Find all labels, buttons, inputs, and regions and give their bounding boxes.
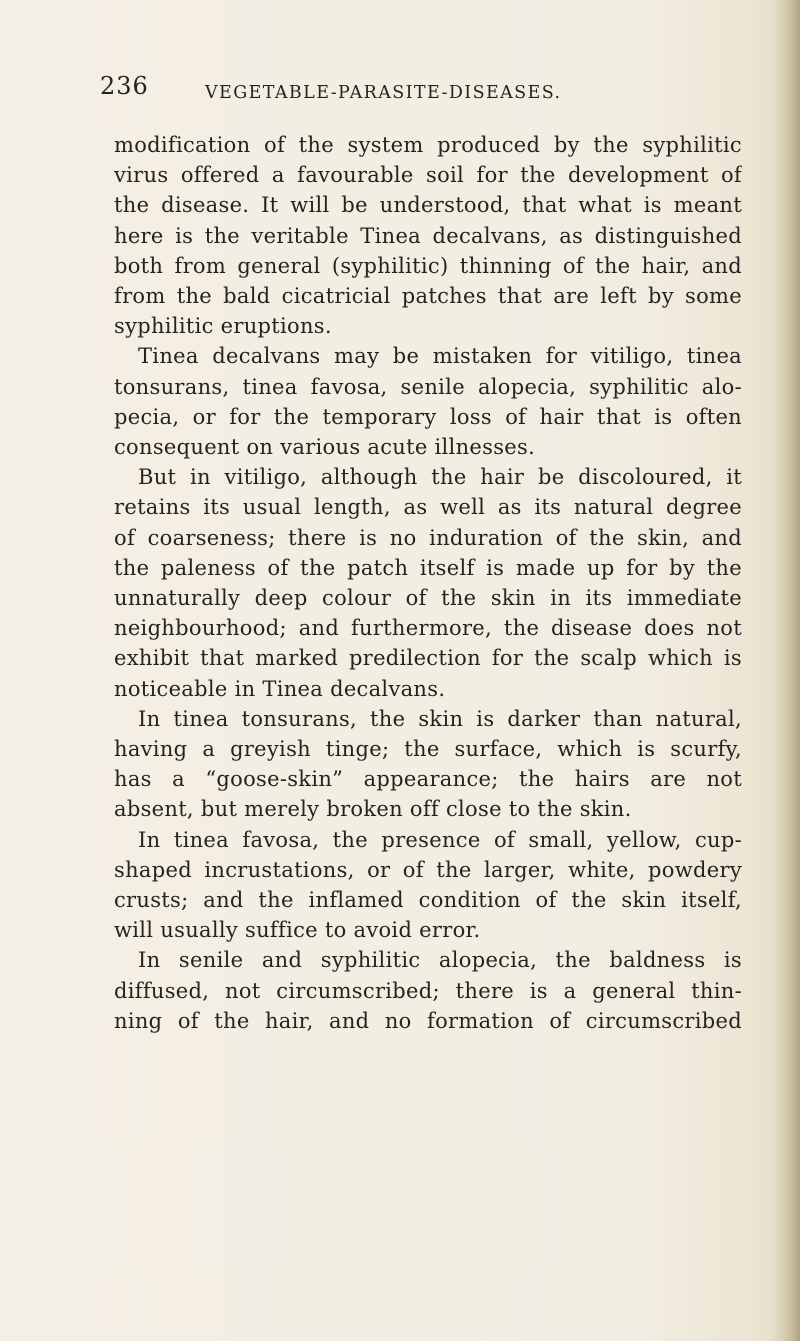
- text-line: the paleness of the patch itself is made up for by the: [114, 555, 742, 580]
- page-edge-shadow: [772, 0, 800, 1341]
- text-line: crusts; and the inflamed condition of the skin itself,: [114, 888, 742, 913]
- text-line: Tinea decalvans may be mistaken for vitiligo, tinea: [138, 344, 742, 369]
- page-number: 236: [100, 72, 149, 100]
- body-text: [114, 130, 742, 1036]
- text-line: has a “goose-skin” appearance; the hairs are not: [114, 767, 742, 792]
- text-line: exhibit that marked predilection for the scalp which is: [114, 646, 742, 671]
- running-head: VEGETABLE-PARASITE-DISEASES.: [205, 83, 562, 103]
- text-line: will usually suffice to avoid error.: [114, 918, 481, 943]
- text-line: noticeable in Tinea decalvans.: [114, 676, 446, 701]
- text-line: But in vitiligo, although the hair be discoloured, it: [138, 465, 742, 490]
- text-line: absent, but merely broken off close to the skin.: [114, 797, 632, 822]
- text-line: In tinea favosa, the presence of small, yellow, cup-: [138, 827, 742, 852]
- text-line: from the bald cicatricial patches that are left by some: [114, 284, 742, 309]
- text-line: neighbourhood; and furthermore, the disease does not: [114, 616, 742, 641]
- text-line: syphilitic eruptions.: [114, 314, 332, 339]
- text-line: virus offered a favourable soil for the development of: [114, 163, 742, 188]
- text-line: of coarseness; there is no induration of the skin, and: [114, 525, 742, 550]
- text-line: In tinea tonsurans, the skin is darker than natural,: [138, 706, 742, 731]
- text-line: here is the veritable Tinea decalvans, as distinguished: [114, 223, 742, 248]
- text-line: both from general (syphilitic) thinning of the hair, and: [114, 253, 742, 278]
- text-line: the disease. It will be understood, that what is meant: [114, 193, 742, 218]
- text-line: shaped incrustations, or of the larger, white, powdery: [114, 857, 742, 882]
- text-line: unnaturally deep colour of the skin in its immediate: [114, 586, 742, 611]
- text-line: retains its usual length, as well as its natural degree: [114, 495, 742, 520]
- text-line: diffused, not circumscribed; there is a general thin-: [114, 978, 742, 1003]
- text-line: tonsurans, tinea favosa, senile alopecia, syphilitic alo-: [114, 374, 742, 399]
- text-line: consequent on various acute illnesses.: [114, 435, 536, 460]
- text-line: In senile and syphilitic alopecia, the baldness is: [138, 948, 742, 973]
- text-line: having a greyish tinge; the surface, which is scurfy,: [114, 737, 742, 762]
- text-line: modification of the system produced by the syphilitic: [114, 133, 742, 157]
- text-line: ning of the hair, and no formation of circumscribed: [114, 1008, 742, 1033]
- text-line: pecia, or for the temporary loss of hair that is often: [114, 404, 742, 429]
